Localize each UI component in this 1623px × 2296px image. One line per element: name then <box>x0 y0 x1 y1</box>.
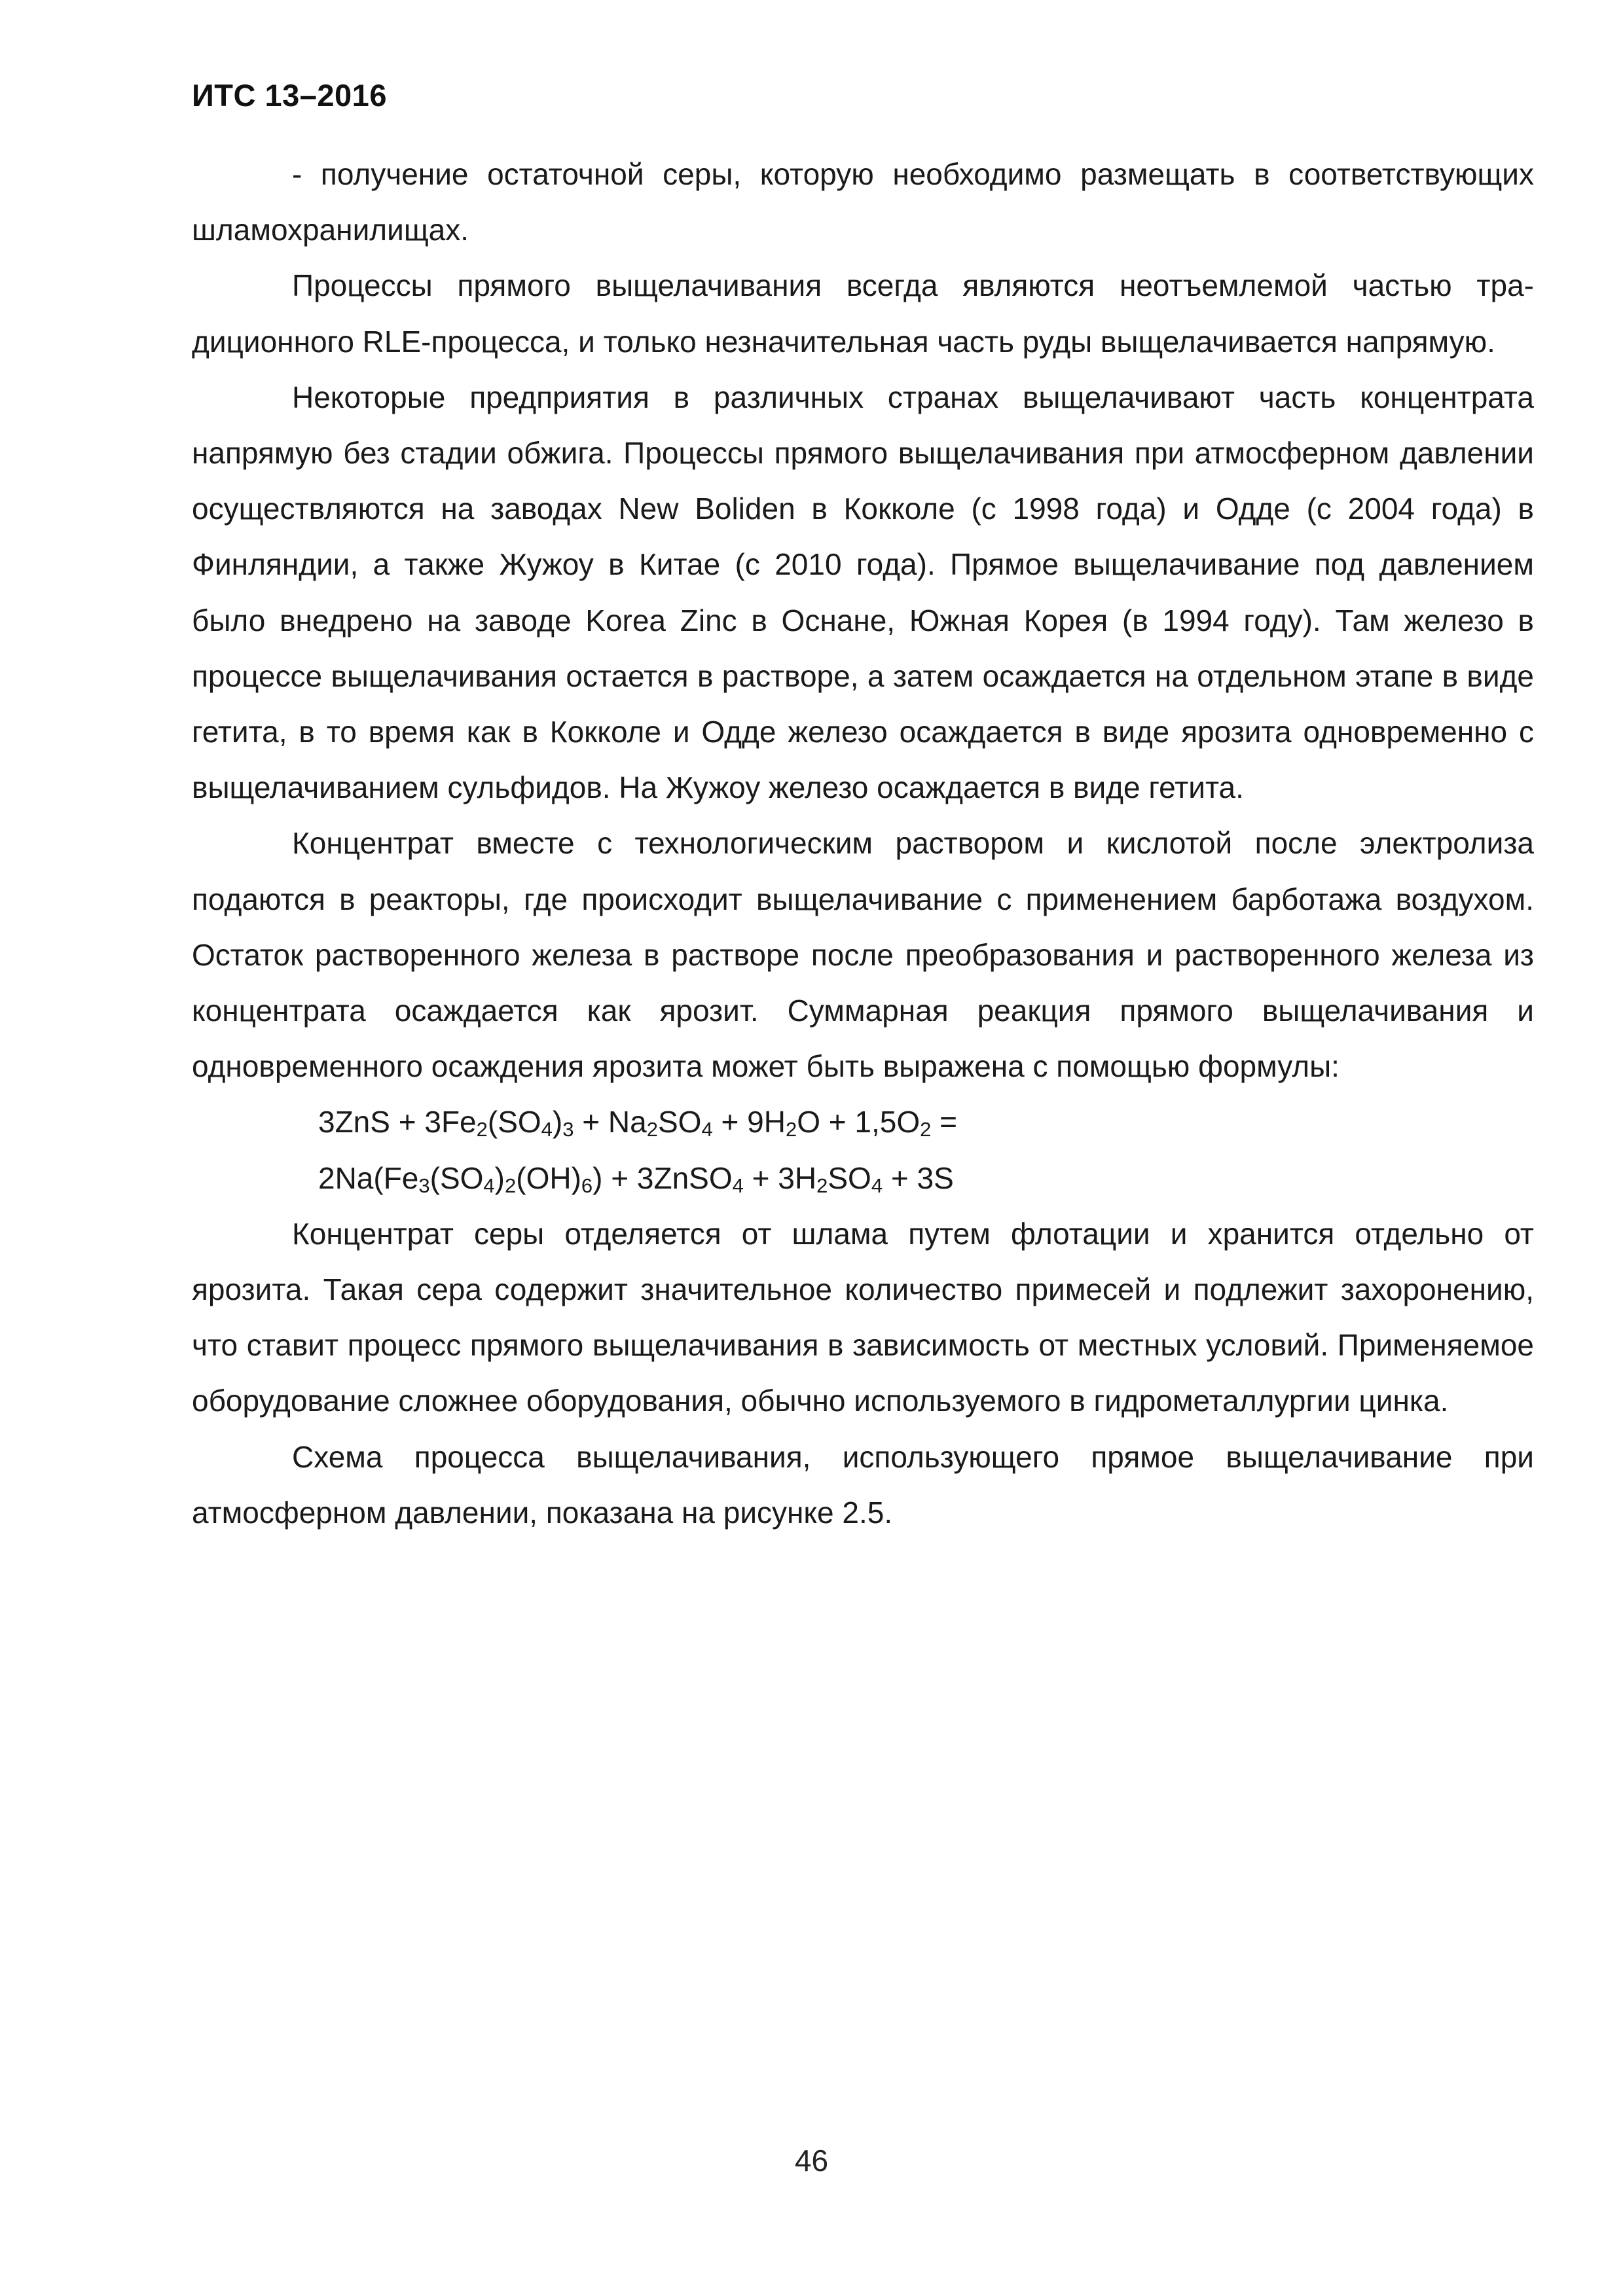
document-code-header: ИТС 13–2016 <box>192 78 387 113</box>
formula-subscript: 2 <box>476 1118 488 1141</box>
paragraph-residual-sulfur: - получение остаточной серы, которую необходимо размещать в соответствующих шламохранилищах. <box>192 157 1534 247</box>
formula-subscript: 2 <box>920 1118 932 1141</box>
page-number: 46 <box>794 2144 829 2178</box>
formula-subscript: 4 <box>483 1174 495 1197</box>
formula-subscript: 6 <box>581 1174 593 1197</box>
formula-subscript: 4 <box>871 1174 883 1197</box>
paragraph-plants-overview: Некоторые предприятия в различных странах выщелачивают часть концентрата напрямую без стадии обжига. Процессы прямого выщелачивания при атмосферном давлении осуществляются на заводах New Boliden в Кокколе (с 1998 года) и Одде (с 2004 года) в Финляндии, а также Жужоу в Китае (с 2010 года). Прямое выщелачивание под давлением было внедрено на заводе Korea Zinc в Оснане, Южная Корея (в 1994 году). Там железо в процессе выщелачивания остается в растворе, а затем осаждается на отдельном этапе в виде гетита, в то время как в Кокколе и Одде железо осаждается в виде ярозита одновременно с выщелачиванием сульфидов. На Жужоу железо осаждается в виде гетита. <box>192 380 1534 805</box>
formula-subscript: 2 <box>646 1118 658 1141</box>
formula-subscript: 2 <box>816 1174 828 1197</box>
formula-subscript: 3 <box>418 1174 430 1197</box>
formula-subscript: 4 <box>732 1174 744 1197</box>
formula-line-1: $3ZnS + 3Fe_2(SO_4)_3 + Na_2SO_4 + 9H_2O + 1,5O_2$ = <box>318 1105 958 1141</box>
formula-subscript: 2 <box>785 1118 797 1141</box>
paragraph-reaction-description: Концентрат вместе с технологическим раствором и кислотой после электролиза подаются в реакторы, где происходит выщелачивание с применением барботажа воздухом. Остаток растворенного железа в растворе после преобразования и растворенного железа из концентрата осаждается как ярозит. Суммарная реакция прямого выщелачивания и одновременного осаждения ярозита может быть выражена с помощью формулы: <box>192 826 1534 1084</box>
formula-subscript: 4 <box>701 1118 713 1141</box>
body-text <box>192 147 1534 1541</box>
formula-line-2: $2Na(Fe_3(SO_4)_2(OH)_6)$ + 3ZnSO$_4$ + $3H_2SO_4 + 3S$ <box>318 1160 954 1197</box>
paragraph-sulfur-concentrate: Концентрат серы отделяется от шлама путем флотации и хранится отдельно от ярозита. Такая сера содержит значительное количество примесей и подлежит захоронению, что ставит процесс прямого выщелачивания в зависимость от местных условий. Применяемое оборудование сложнее оборудования, обычно используемого в гидрометаллургии цинка. <box>192 1216 1534 1418</box>
formula-subscript: 2 <box>505 1174 517 1197</box>
formula-subscript: 4 <box>541 1118 553 1141</box>
paragraph-figure-reference: Схема процесса выщелачивания, использующего прямое выщелачивание при атмосферном давлении, показана на рисунке 2.5. <box>192 1439 1534 1530</box>
formula-subscript: 3 <box>562 1118 574 1141</box>
paragraph-rle-process: Процессы прямого выщелачивания всегда являются неотъемлемой частью традиционного RLE-процесса, и только незначительная часть руды выщелачивается напрямую. <box>192 268 1534 359</box>
